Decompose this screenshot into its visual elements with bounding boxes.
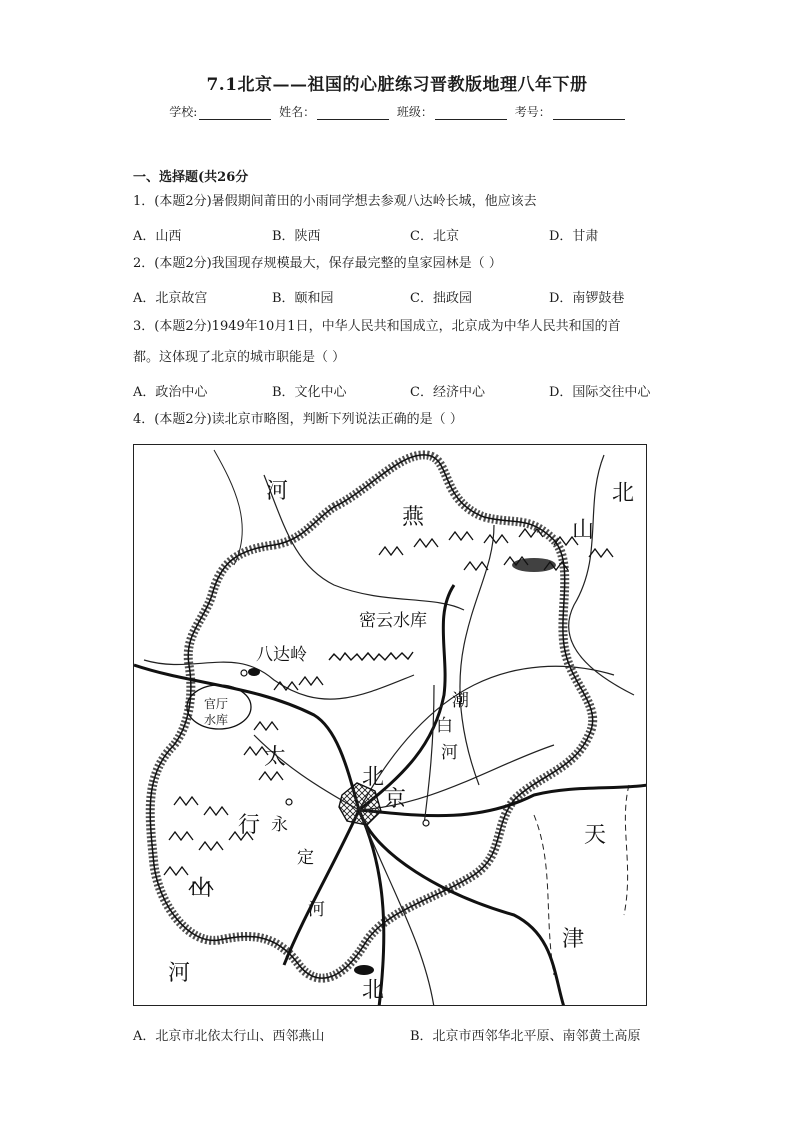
name-label: 姓名： — [279, 105, 316, 119]
question-3-option-c[interactable]: C．经济中心 — [410, 385, 485, 400]
map-label-he-chaobai: 河 — [441, 743, 458, 763]
page-title: 7.1北京——祖国的心脏练习晋教版地理八年下册 — [206, 75, 588, 95]
section-title: 一、选择题(共26分 — [133, 170, 249, 185]
question-1-text: 1．(本题2分)暑假期间莆田的小雨同学想去参观八达岭长城，他应该去 — [133, 194, 537, 209]
map-label-ding: 定 — [297, 848, 314, 868]
map-label-guanting-line1: 官厅 — [204, 697, 229, 711]
exam-number-label: 考号： — [514, 105, 551, 119]
map-label-chao: 潮 — [452, 691, 469, 711]
question-4-text: 4．(本题2分)读北京市略图，判断下列说法正确的是（ ） — [133, 412, 463, 427]
student-info-line — [0, 103, 794, 120]
map-label-yan: 燕 — [402, 505, 425, 530]
question-1-option-a[interactable]: A．山西 — [133, 229, 182, 244]
miyun-reservoir — [329, 652, 413, 660]
question-3-option-a[interactable]: A．政治中心 — [133, 385, 208, 400]
question-2-option-d[interactable]: D．南锣鼓巷 — [549, 291, 625, 306]
question-1-option-d[interactable]: D．甘肃 — [549, 229, 599, 244]
map-label-bei-s: 北 — [362, 978, 385, 1003]
map-label-shan-sw: 山 — [190, 876, 213, 901]
question-3-text-line2: 都。这体现了北京的城市职能是（ ） — [133, 350, 346, 365]
question-1-option-c[interactable]: C．北京 — [410, 229, 459, 244]
map-label-he-nw: 河 — [266, 479, 289, 504]
map-label-badaling: 八达岭 — [256, 645, 307, 665]
school-label: 学校: — [169, 105, 198, 119]
question-4-option-b[interactable]: B．北京市西邻华北平原、南邻黄土高原 — [410, 1029, 641, 1044]
map-label-beijing-line1: 北 — [362, 765, 385, 790]
question-2-option-b[interactable]: B．颐和园 — [272, 291, 334, 306]
map-label-he-yongding: 河 — [308, 900, 325, 920]
name-field[interactable] — [317, 106, 389, 120]
map-label-bai: 白 — [436, 716, 453, 736]
map-label-he-sw: 河 — [168, 961, 191, 986]
map-label-tian: 天 — [584, 823, 607, 848]
map-label-jin: 津 — [562, 927, 585, 952]
question-3-text-line1: 3．(本题2分)1949年10月1日，中华人民共和国成立，北京成为中华人民共和国的首 — [133, 319, 621, 334]
class-field[interactable] — [435, 106, 507, 120]
question-2-text: 2．(本题2分)我国现存规模最大，保存最完整的皇家园林是（ ） — [133, 256, 502, 271]
exam-number-field[interactable] — [553, 106, 625, 120]
question-3-option-b[interactable]: B．文化中心 — [272, 385, 347, 400]
map-label-shan-ne: 山 — [572, 518, 595, 543]
question-2-option-c[interactable]: C．拙政园 — [410, 291, 472, 306]
map-label-bei-ne: 北 — [612, 481, 635, 506]
question-3-option-d[interactable]: D．国际交往中心 — [549, 385, 651, 400]
class-label: 班级： — [396, 105, 433, 119]
map-label-guanting-line2: 水库 — [204, 713, 229, 727]
question-4-option-a[interactable]: A．北京市北依太行山、西邻燕山 — [133, 1029, 325, 1044]
map-label-xing: 行 — [238, 813, 261, 838]
map-label-miyun-reservoir: 密云水库 — [359, 611, 427, 631]
map-label-beijing-line2: 京 — [384, 787, 407, 812]
beijing-sketch-map — [133, 444, 647, 1006]
map-label-yong: 永 — [271, 815, 288, 835]
map-label-tai: 太 — [264, 745, 287, 770]
question-1-option-b[interactable]: B．陕西 — [272, 229, 321, 244]
school-field[interactable] — [199, 106, 271, 120]
question-2-option-a[interactable]: A．北京故宫 — [133, 291, 208, 306]
